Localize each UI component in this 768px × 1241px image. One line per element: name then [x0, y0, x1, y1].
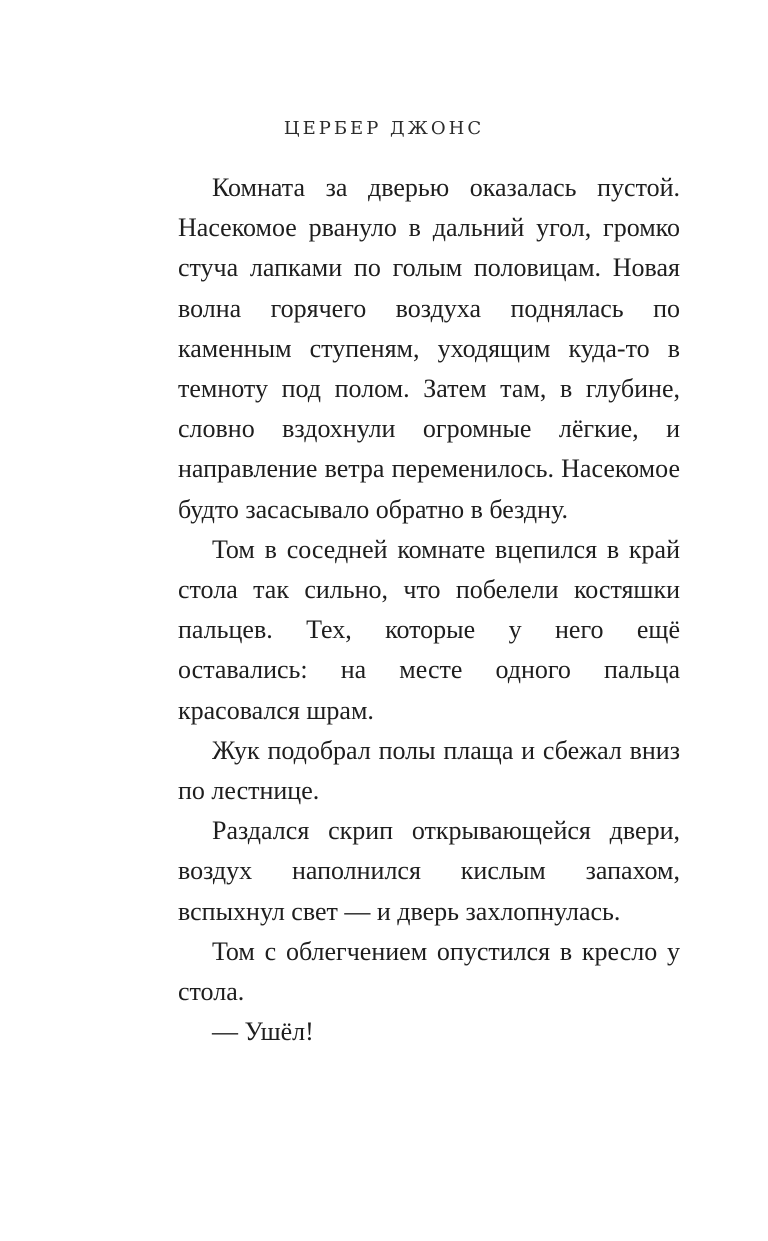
paragraph-tom-relief: Том с облегчением опустился в кресло у стола. [178, 936, 680, 1007]
paragraph-tom-grips-table: Том в соседней комнате вцепился в край стола так сильно, что побелели костяшки пальцев. Тех, которые у него ещё оставались: на месте одного пальца красовался шрам. [178, 534, 680, 725]
paragraph-door-slams: Раздался скрип открывающейся двери, воздух наполнился кислым запахом, вспыхнул свет — и дверь захлопнулась. [178, 816, 680, 926]
body-text [178, 168, 680, 1052]
dialog-line-gone: — Ушёл! [212, 1017, 314, 1047]
paragraph-beetle-descends: Жук подобрал полы плаща и сбежал вниз по лестнице. [178, 735, 680, 806]
paragraph-empty-room: Комната за дверью оказалась пустой. Насекомое рвануло в дальний угол, громко стуча лапками по голым половицам. Новая волна горячего воздуха поднялась по каменным ступеням, уходящим куда-то в темноту под полом. Затем там, в глубине, словно вздохнули огромные лёгкие, и направление ветра переменилось. Насекомое будто засасывало обратно в бездну. [178, 173, 680, 524]
running-head-author: ЦЕРБЕР ДЖОНС [283, 118, 485, 139]
